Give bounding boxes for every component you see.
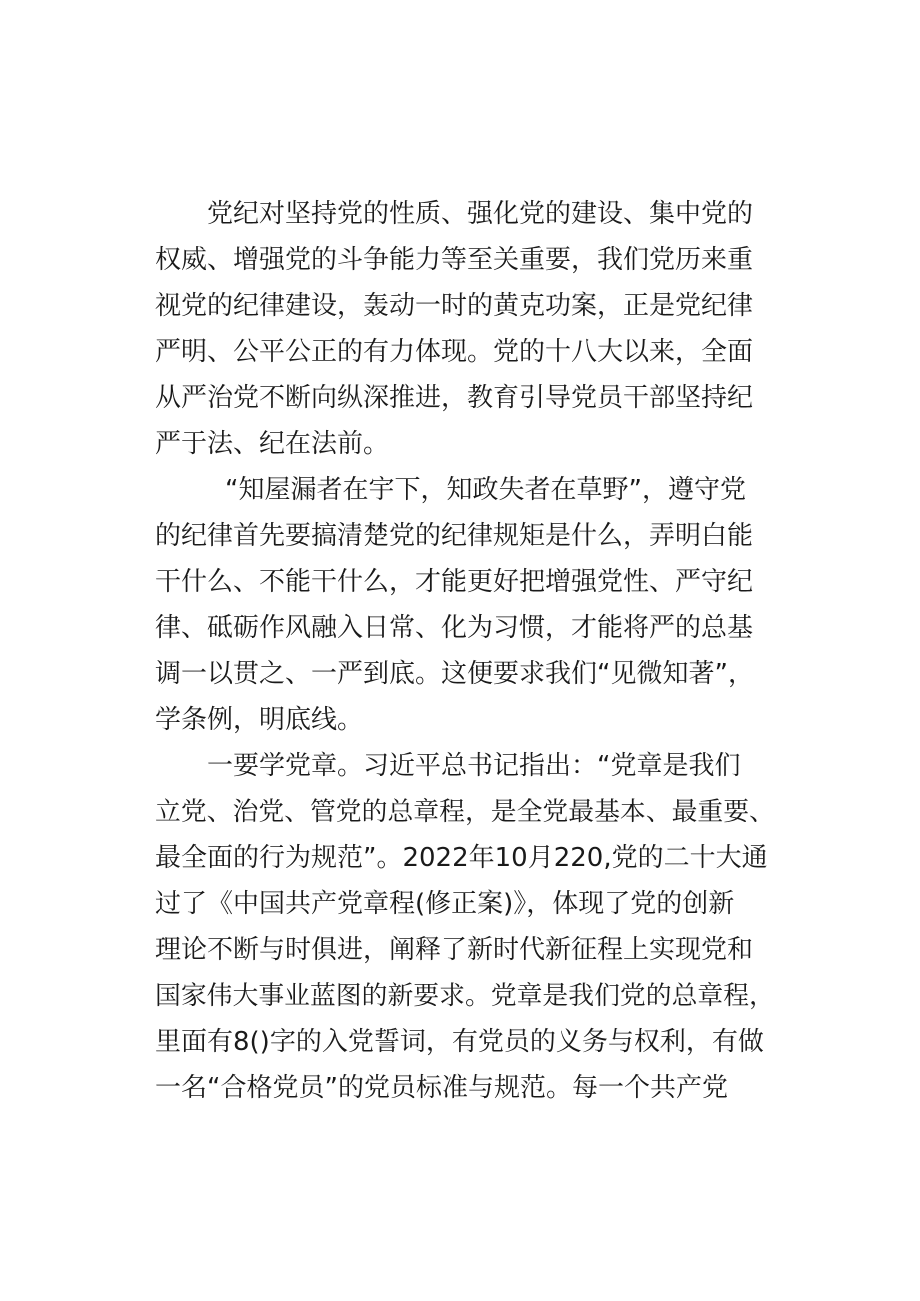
- paragraph-1-line-5: 从严治党不断向纵深推进，教育引导党员干部坚持纪: [155, 383, 754, 413]
- paragraph-1-line-3: 视党的纪律建设，轰动一时的黄克功案，正是党纪律: [155, 291, 754, 321]
- paragraph-2-line-5: 调一以贯之、一严到底。这便要求我们“见微知著”，: [155, 659, 754, 689]
- paragraph-1-line-1: 党纪对坚持党的性质、强化党的建设、集中党的: [207, 199, 754, 229]
- paragraph-2-line-4: 律、砥砺作风融入日常、化为习惯，才能将严的总基: [155, 613, 754, 643]
- paragraph-2-line-2: 的纪律首先要搞清楚党的纪律规矩是什么，弄明白能: [155, 521, 754, 551]
- paragraph-1-line-6: 严于法、纪在法前。: [155, 429, 390, 459]
- paragraph-3-line-8: 一名“合格党员”的党员标准与规范。每一个共产党: [155, 1073, 728, 1103]
- paragraph-3-line-7: 里面有8()字的入党誓词，有党员的义务与权利，有做: [155, 1027, 764, 1057]
- paragraph-3-line-2: 立党、治党、管党的总章程，是全党最基本、最重要、: [155, 797, 775, 827]
- paragraph-3-line-3: 最全面的行为规范”。2022年10月220,党的二十大通: [155, 843, 768, 873]
- paragraph-1-line-2: 权威、增强党的斗争能力等至关重要，我们党历来重: [155, 245, 754, 275]
- paragraph-3-line-6: 国家伟大事业蓝图的新要求。党章是我们党的总章程，: [155, 981, 775, 1011]
- paragraph-3-line-1: 一要学党章。习近平总书记指出：“党章是我们: [207, 751, 741, 781]
- paragraph-2-line-6: 学条例，明底线。: [155, 705, 364, 735]
- paragraph-1-line-4: 严明、公平公正的有力体现。党的十八大以来，全面: [155, 337, 754, 367]
- paragraph-3-line-4: 过了《中国共产党章程(修正案)》，体现了党的创新: [155, 889, 735, 919]
- paragraph-2-line-1: “知屋漏者在宇下，知政失者在草野”，遵守党: [225, 475, 746, 505]
- paragraph-2-line-3: 干什么、不能干什么，才能更好把增强党性、严守纪: [155, 567, 754, 597]
- paragraph-3-line-5: 理论不断与时俱进，阐释了新时代新征程上实现党和: [155, 935, 754, 965]
